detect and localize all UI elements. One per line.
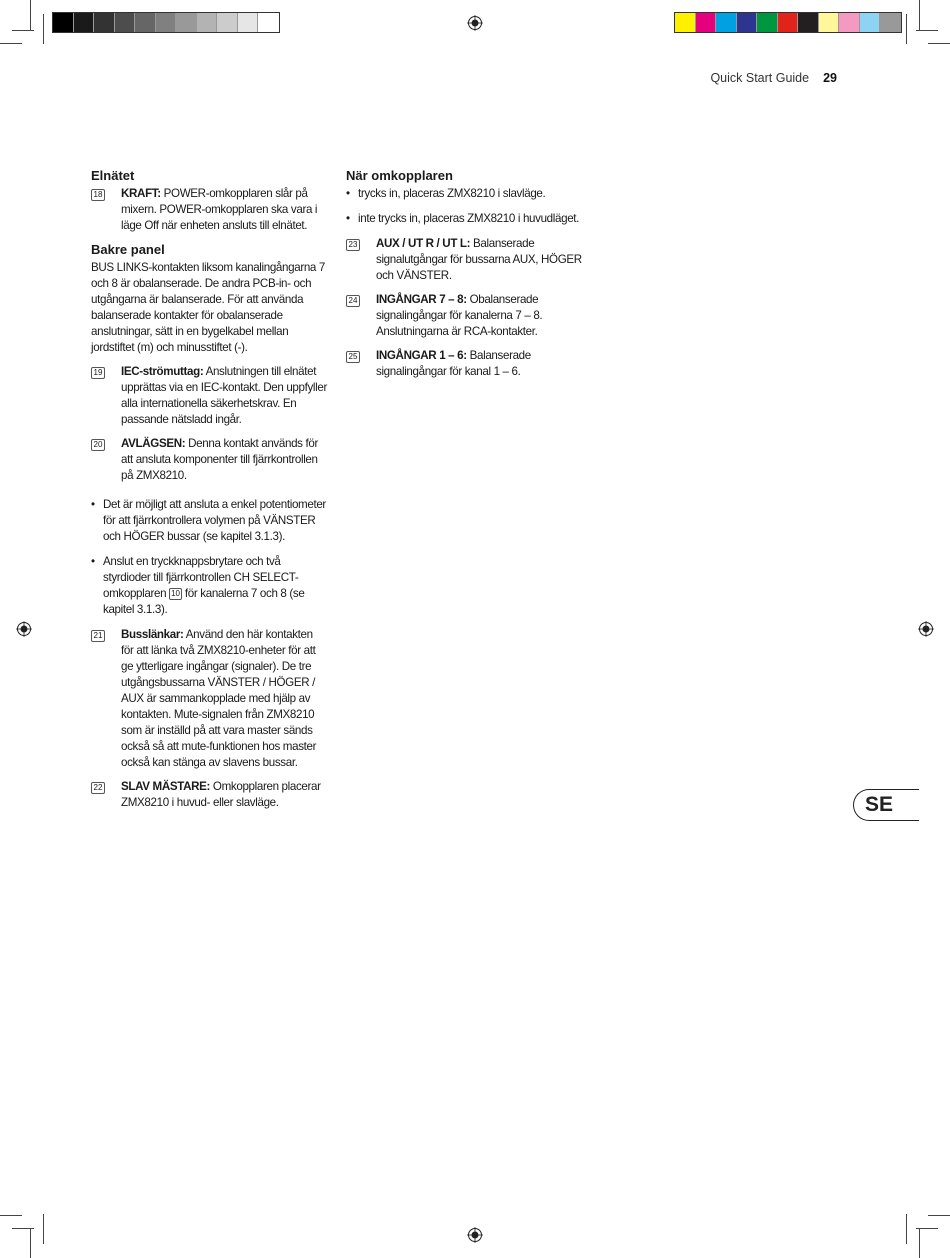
crop-mark — [916, 1228, 938, 1229]
color-swatch — [258, 13, 279, 32]
crop-mark — [906, 1214, 907, 1244]
left-column — [91, 168, 327, 819]
crop-mark — [43, 1214, 44, 1244]
crop-mark — [30, 1228, 31, 1258]
item-description: Balanserade signalingångar för kanal 1 – 6. — [376, 349, 531, 378]
bullet-icon: • — [346, 187, 350, 200]
registration-mark-icon — [467, 15, 483, 31]
crop-mark — [43, 14, 44, 44]
bullet-text: Det är möjligt att ansluta a enkel potentiometer för att fjärrkontrollera volymen på VÄNSTER och HÖGER bussar (se kapitel 3.1.3). — [103, 498, 326, 543]
crop-mark — [916, 30, 938, 31]
list-item — [346, 211, 588, 227]
bullet-text: inte trycks in, placeras ZMX8210 i huvudläget. — [358, 212, 580, 225]
bullet-icon: • — [346, 212, 350, 225]
list-item — [346, 186, 588, 202]
crop-mark — [0, 43, 22, 44]
registration-mark-icon — [918, 621, 934, 637]
item-number-badge: 20 — [91, 439, 105, 451]
item-23 — [346, 236, 588, 284]
language-tab: SE — [853, 789, 919, 821]
item-label: AUX / UT R / UT L: — [376, 237, 471, 250]
item-description: Anslutningen till elnätet upprättas via en IEC-kontakt. Den uppfyller alla internationella säkerhetskrav. En passande nätsladd ingår. — [121, 365, 327, 426]
registration-mark-icon — [16, 621, 32, 637]
bullet-icon: • — [91, 555, 95, 568]
color-swatch — [757, 13, 778, 32]
item-24 — [346, 292, 588, 340]
crop-mark — [919, 1228, 920, 1258]
item-description: Obalanserade signalingångar för kanalerna 7 – 8. Anslutningarna är RCA-kontakter. — [376, 293, 543, 338]
crop-mark — [906, 14, 907, 44]
item-number-badge: 19 — [91, 367, 105, 379]
item-description: Balanserade signalutgångar för bussarna AUX, HÖGER och VÄNSTER. — [376, 237, 582, 282]
page-number: 29 — [823, 71, 837, 85]
color-swatch — [839, 13, 860, 32]
item-label: INGÅNGAR 7 – 8: — [376, 293, 467, 306]
color-swatch — [156, 13, 177, 32]
color-swatch — [53, 13, 74, 32]
item-label: Busslänkar: — [121, 628, 184, 641]
list-item — [91, 497, 327, 545]
item-description: Använd den här kontakten för att länka två ZMX8210-enheter för att ge ytterligare ingångar (signaler). De tre utgångsbussarna VÄNSTER / HÖGER / AUX är sammankopplade med hjälp av kontakten. Mute-signalen från ZMX8210 som är inställd på att vara master sänds också så att mute-funktionen hos master också kan stänga av slavens bussar. — [121, 628, 317, 769]
item-number-badge: 23 — [346, 239, 360, 251]
item-label: KRAFT: — [121, 187, 161, 200]
color-swatch — [135, 13, 156, 32]
item-19 — [91, 364, 327, 428]
item-21 — [91, 627, 327, 771]
list-item — [91, 554, 327, 618]
crop-mark — [12, 1228, 34, 1229]
item-label: INGÅNGAR 1 – 6: — [376, 349, 467, 362]
color-swatch — [176, 13, 197, 32]
crop-mark — [12, 30, 34, 31]
color-swatch — [94, 13, 115, 32]
bullet-text: Anslut en tryckknappsbrytare och två styrdioder till fjärrkontrollen CH SELECT-omkopplaren — [103, 555, 299, 600]
item-description: Denna kontakt används för att ansluta komponenter till fjärrkontrollen på ZMX8210. — [121, 437, 318, 482]
color-swatch — [696, 13, 717, 32]
color-swatch — [74, 13, 95, 32]
color-swatch — [880, 13, 901, 32]
item-number-badge: 18 — [91, 189, 105, 201]
page-header — [710, 71, 837, 85]
item-number-badge: 24 — [346, 295, 360, 307]
color-swatch — [716, 13, 737, 32]
crop-mark — [0, 1215, 22, 1216]
item-18 — [91, 186, 327, 234]
registration-mark-icon — [467, 1227, 483, 1243]
item-label: AVLÄGSEN: — [121, 437, 186, 450]
color-swatch — [238, 13, 259, 32]
section-heading: När omkopplaren — [346, 168, 453, 183]
color-swatch — [778, 13, 799, 32]
color-swatch — [197, 13, 218, 32]
crop-mark — [928, 1215, 950, 1216]
process-color-bar — [674, 12, 902, 33]
color-swatch — [675, 13, 696, 32]
item-number-badge: 25 — [346, 351, 360, 363]
bullet-icon: • — [91, 498, 95, 511]
color-swatch — [115, 13, 136, 32]
item-22 — [91, 779, 327, 811]
bullet-text: för kanalerna 7 och 8 (se kapitel 3.1.3). — [103, 587, 305, 616]
crop-mark — [928, 43, 950, 44]
item-label: SLAV MÄSTARE: — [121, 780, 211, 793]
color-swatch — [737, 13, 758, 32]
item-number-badge: 22 — [91, 782, 105, 794]
item-label: IEC-strömuttag: — [121, 365, 204, 378]
item-25 — [346, 348, 588, 380]
crop-mark — [30, 0, 31, 30]
color-swatch — [819, 13, 840, 32]
crop-mark — [919, 0, 920, 30]
paragraph: BUS LINKS-kontakten liksom kanalingångarna 7 och 8 är obalanserade. De andra PCB-in- och utgångarna är balanserade. För att använda balanserade kontakter för obalanserade anslutningar, sätt in en bygelkabel mellan jordstiftet (m) och minusstiftet (-). — [91, 261, 326, 354]
item-number-badge: 10 — [169, 588, 182, 600]
color-swatch — [798, 13, 819, 32]
section-heading: Elnätet — [91, 168, 135, 183]
grayscale-color-bar — [52, 12, 280, 33]
color-swatch — [217, 13, 238, 32]
section-heading: Bakre panel — [91, 242, 165, 257]
bullet-text: trycks in, placeras ZMX8210 i slavläge. — [358, 187, 546, 200]
color-swatch — [860, 13, 881, 32]
guide-title: Quick Start Guide — [710, 71, 810, 85]
item-description: Omkopplaren placerar ZMX8210 i huvud- eller slavläge. — [121, 780, 321, 809]
item-number-badge: 21 — [91, 630, 105, 642]
item-description: POWER-omkopplaren slår på mixern. POWER-omkopplaren ska vara i läge Off när enheten ansluts till elnätet. — [121, 187, 318, 232]
item-20 — [91, 436, 327, 484]
right-column — [346, 168, 588, 388]
